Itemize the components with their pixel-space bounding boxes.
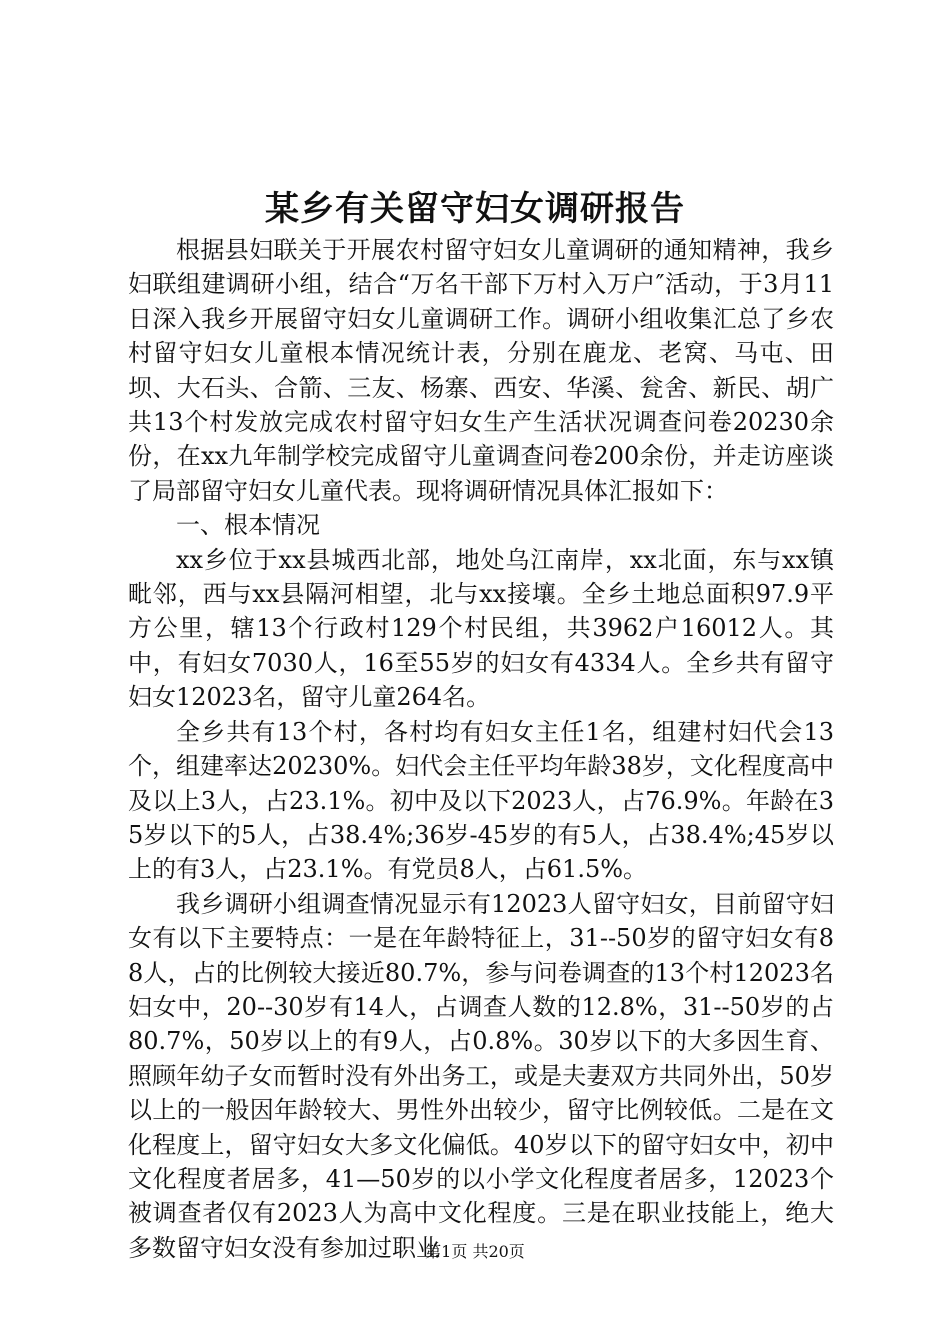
paragraph-overview: xx乡位于xx县城西北部，地处乌江南岸，xx北面，东与xx镇毗邻，西与xx县隔河相望，北与xx接壤。全乡土地总面积97.9平方公里，辖13个行政村129个村民组，共3962户16012人。其中，有妇女7030人，16至55岁的妇女有4334人。全乡共有留守妇女12023名，留守儿童264名。 <box>128 545 834 712</box>
page-footer: 第1页 共20页 <box>425 1242 525 1261</box>
document-title: 某乡有关留守妇女调研报告 <box>265 189 685 229</box>
paragraph-women-committee: 全乡共有13个村，各村均有妇女主任1名，组建村妇代会13个，组建率达20230%。妇代会主任平均年龄38岁，文化程度高中及以上3人，占23.1%。初中及以下2023人，占76.9%。年龄在35岁以下的5人，占38.4%;36岁-45岁的有5人，占38.4%;45岁以上的有3人，占23.1%。有党员8人，占61.5%。 <box>128 717 834 884</box>
paragraph-characteristics: 我乡调研小组调查情况显示有12023人留守妇女，目前留守妇女有以下主要特点：一是在年龄特征上，31--50岁的留守妇女有88人，占的比例较大接近80.7%，参与问卷调查的13个村12023名妇女中，20--30岁有14人，占调查人数的12.8%，31--50岁的占80.7%，50岁以上的有9人，占0.8%。30岁以下的大多因生育、照顾年幼子女而暂时没有外出务工，或是夫妻双方共同外出，50岁以上的一般因年龄较大、男性外出较少，留守比例较低。二是在文化程度上，留守妇女大多文化偏低。40岁以下的留守妇女中，初中文化程度者居多，41—50岁的以小学文化程度者居多，12023个被调查者仅有2023人为高中文化程度。三是在职业技能上，绝大多数留守妇女没有参加过职业 <box>128 889 834 1262</box>
section-heading-basic: 一、根本情况 <box>176 511 320 540</box>
paragraph-intro: 根据县妇联关于开展农村留守妇女儿童调研的通知精神，我乡妇联组建调研小组，结合“万名干部下万村入万户″活动，于3月11日深入我乡开展留守妇女儿童调研工作。调研小组收集汇总了乡农村留守妇女儿童根本情况统计表，分别在鹿龙、老窝、马屯、田坝、大石头、合箭、三友、杨寨、西安、华溪、瓮舍、新民、胡广共13个村发放完成农村留守妇女生产生活状况调查问卷20230余份，在xx九年制学校完成留守儿童调查问卷200余份，并走访座谈了局部留守妇女儿童代表。现将调研情况具体汇报如下： <box>128 236 834 505</box>
document-body <box>128 233 834 1265</box>
